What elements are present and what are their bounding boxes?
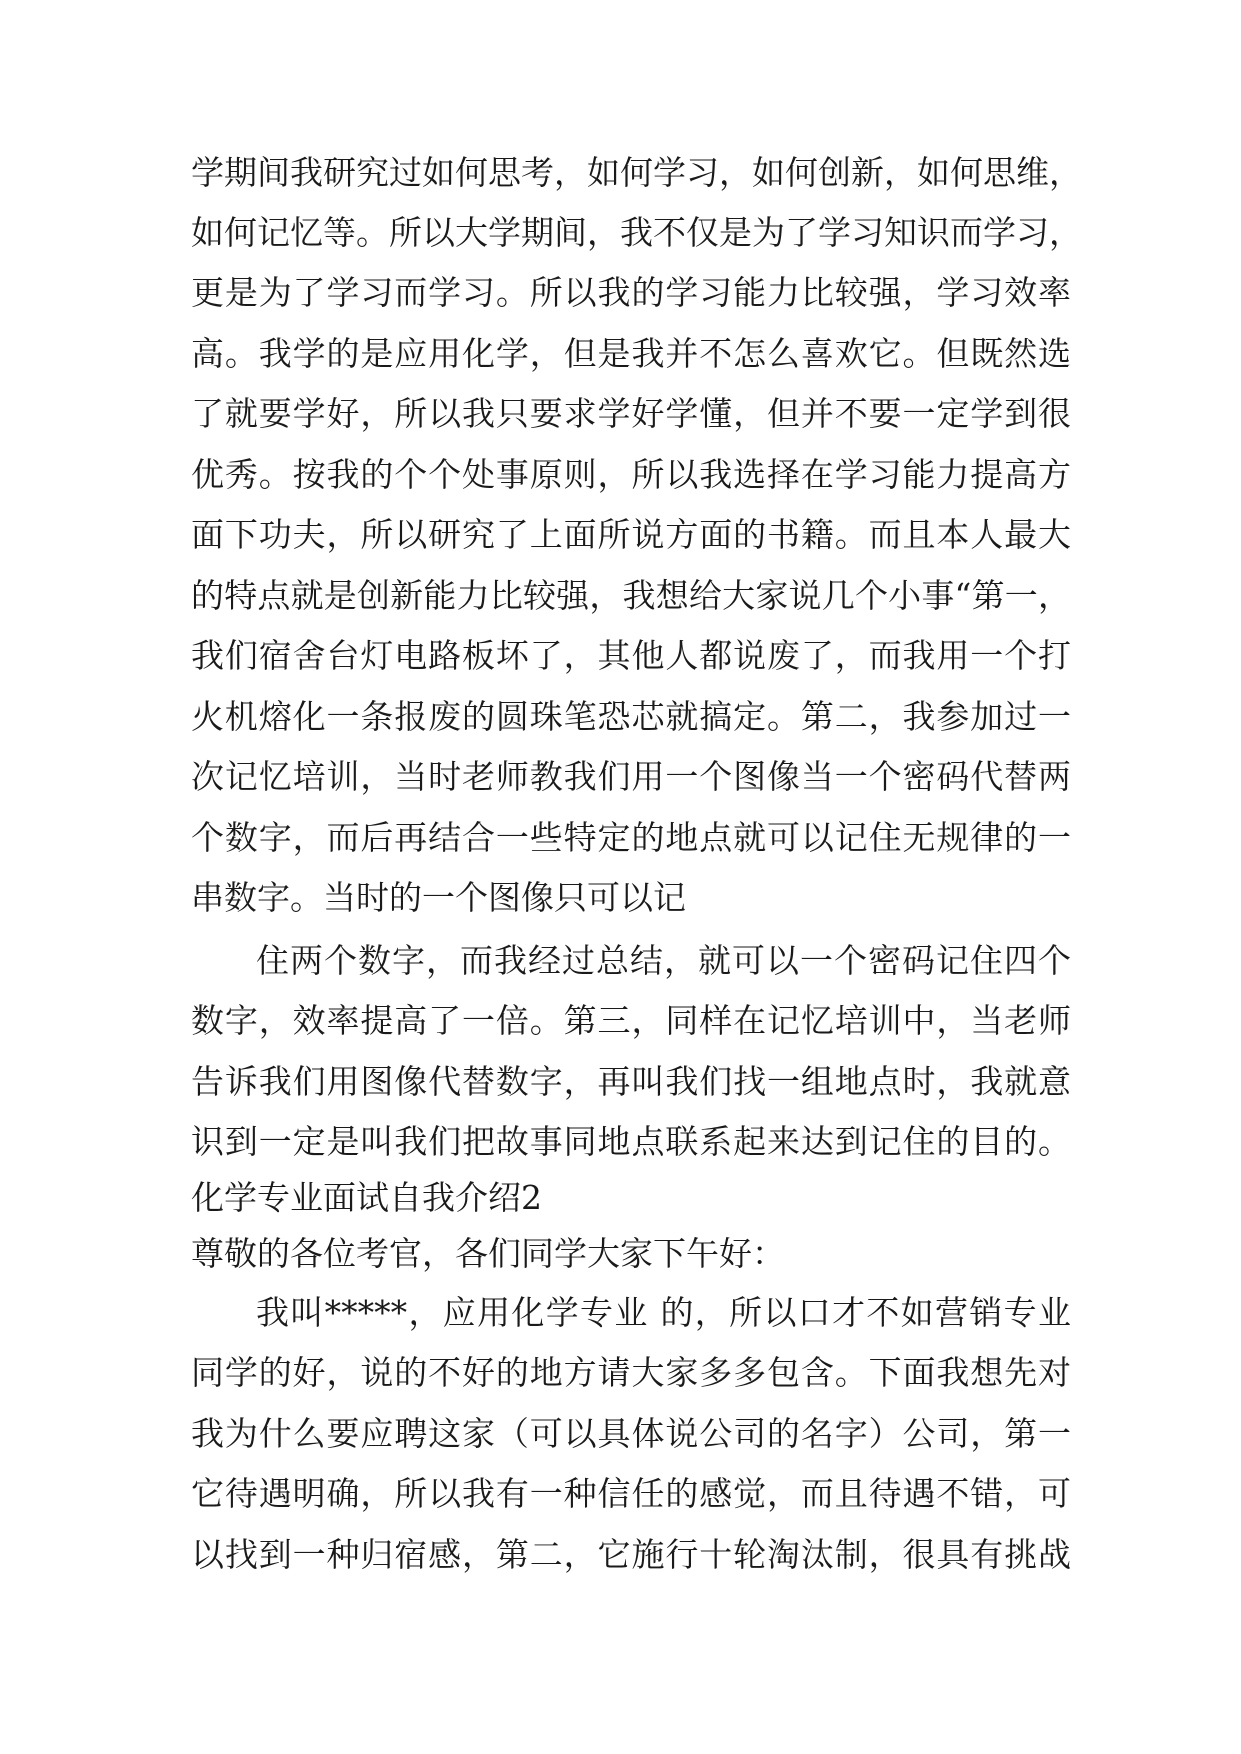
paragraph-line: 同学的好，说的不好的地方请大家多多包含。下面我想先对 (191, 1353, 1071, 1392)
paragraph-line: 我们宿舍台灯电路板坏了，其他人都说废了，而我用一个打 (191, 636, 1071, 675)
paragraph-line: 优秀。按我的个个处事原则，所以我选择在学习能力提高方 (191, 455, 1071, 494)
paragraph-line: 个数字，而后再结合一些特定的地点就可以记住无规律的一 (191, 818, 1071, 857)
paragraph-line: 住两个数字，而我经过总结，就可以一个密码记住四个 (256, 941, 1071, 980)
paragraph-line: 我为什么要应聘这家（可以具体说公司的名字）公司，第一 (191, 1414, 1071, 1453)
section-heading: 化学专业面试自我介绍2 (191, 1178, 542, 1217)
paragraph-line: 数字，效率提高了一倍。第三，同样在记忆培训中，当老师 (191, 1001, 1071, 1040)
paragraph-line: 串数字。当时的一个图像只可以记 (191, 878, 686, 917)
paragraph-line: 更是为了学习而学习。所以我的学习能力比较强，学习效率 (191, 273, 1071, 312)
paragraph-line: 识到一定是叫我们把故事同地点联系起来达到记住的目的。 (191, 1122, 1071, 1161)
paragraph-line: 高。我学的是应用化学，但是我并不怎么喜欢它。但既然选 (191, 334, 1071, 373)
paragraph-line: 它待遇明确，所以我有一种信任的感觉，而且待遇不错，可 (191, 1474, 1071, 1513)
paragraph-line: 次记忆培训，当时老师教我们用一个图像当一个密码代替两 (191, 757, 1071, 796)
paragraph-line: 面下功夫，所以研究了上面所说方面的书籍。而且本人最大 (191, 515, 1071, 554)
paragraph-line: 学期间我研究过如何思考，如何学习，如何创新，如何思维， (191, 153, 1082, 192)
paragraph-line: 火机熔化一条报废的圆珠笔恐芯就搞定。第二，我参加过一 (191, 697, 1071, 736)
paragraph-line: 的特点就是创新能力比较强，我想给大家说几个小事“第一， (191, 576, 1071, 615)
paragraph-line: 以找到一种归宿感，第二，它施行十轮淘汰制，很具有挑战 (191, 1535, 1071, 1574)
greeting-line: 尊敬的各位考官，各们同学大家下午好： (191, 1234, 785, 1273)
paragraph-line: 告诉我们用图像代替数字，再叫我们找一组地点时，我就意 (191, 1062, 1071, 1101)
paragraph-line: 如何记忆等。所以大学期间，我不仅是为了学习知识而学习， (191, 213, 1082, 252)
paragraph-line: 了就要学好，所以我只要求学好学懂，但并不要一定学到很 (191, 394, 1071, 433)
paragraph-line: 我叫*****，应用化学专业 的，所以口才不如营销专业 (256, 1293, 1071, 1332)
